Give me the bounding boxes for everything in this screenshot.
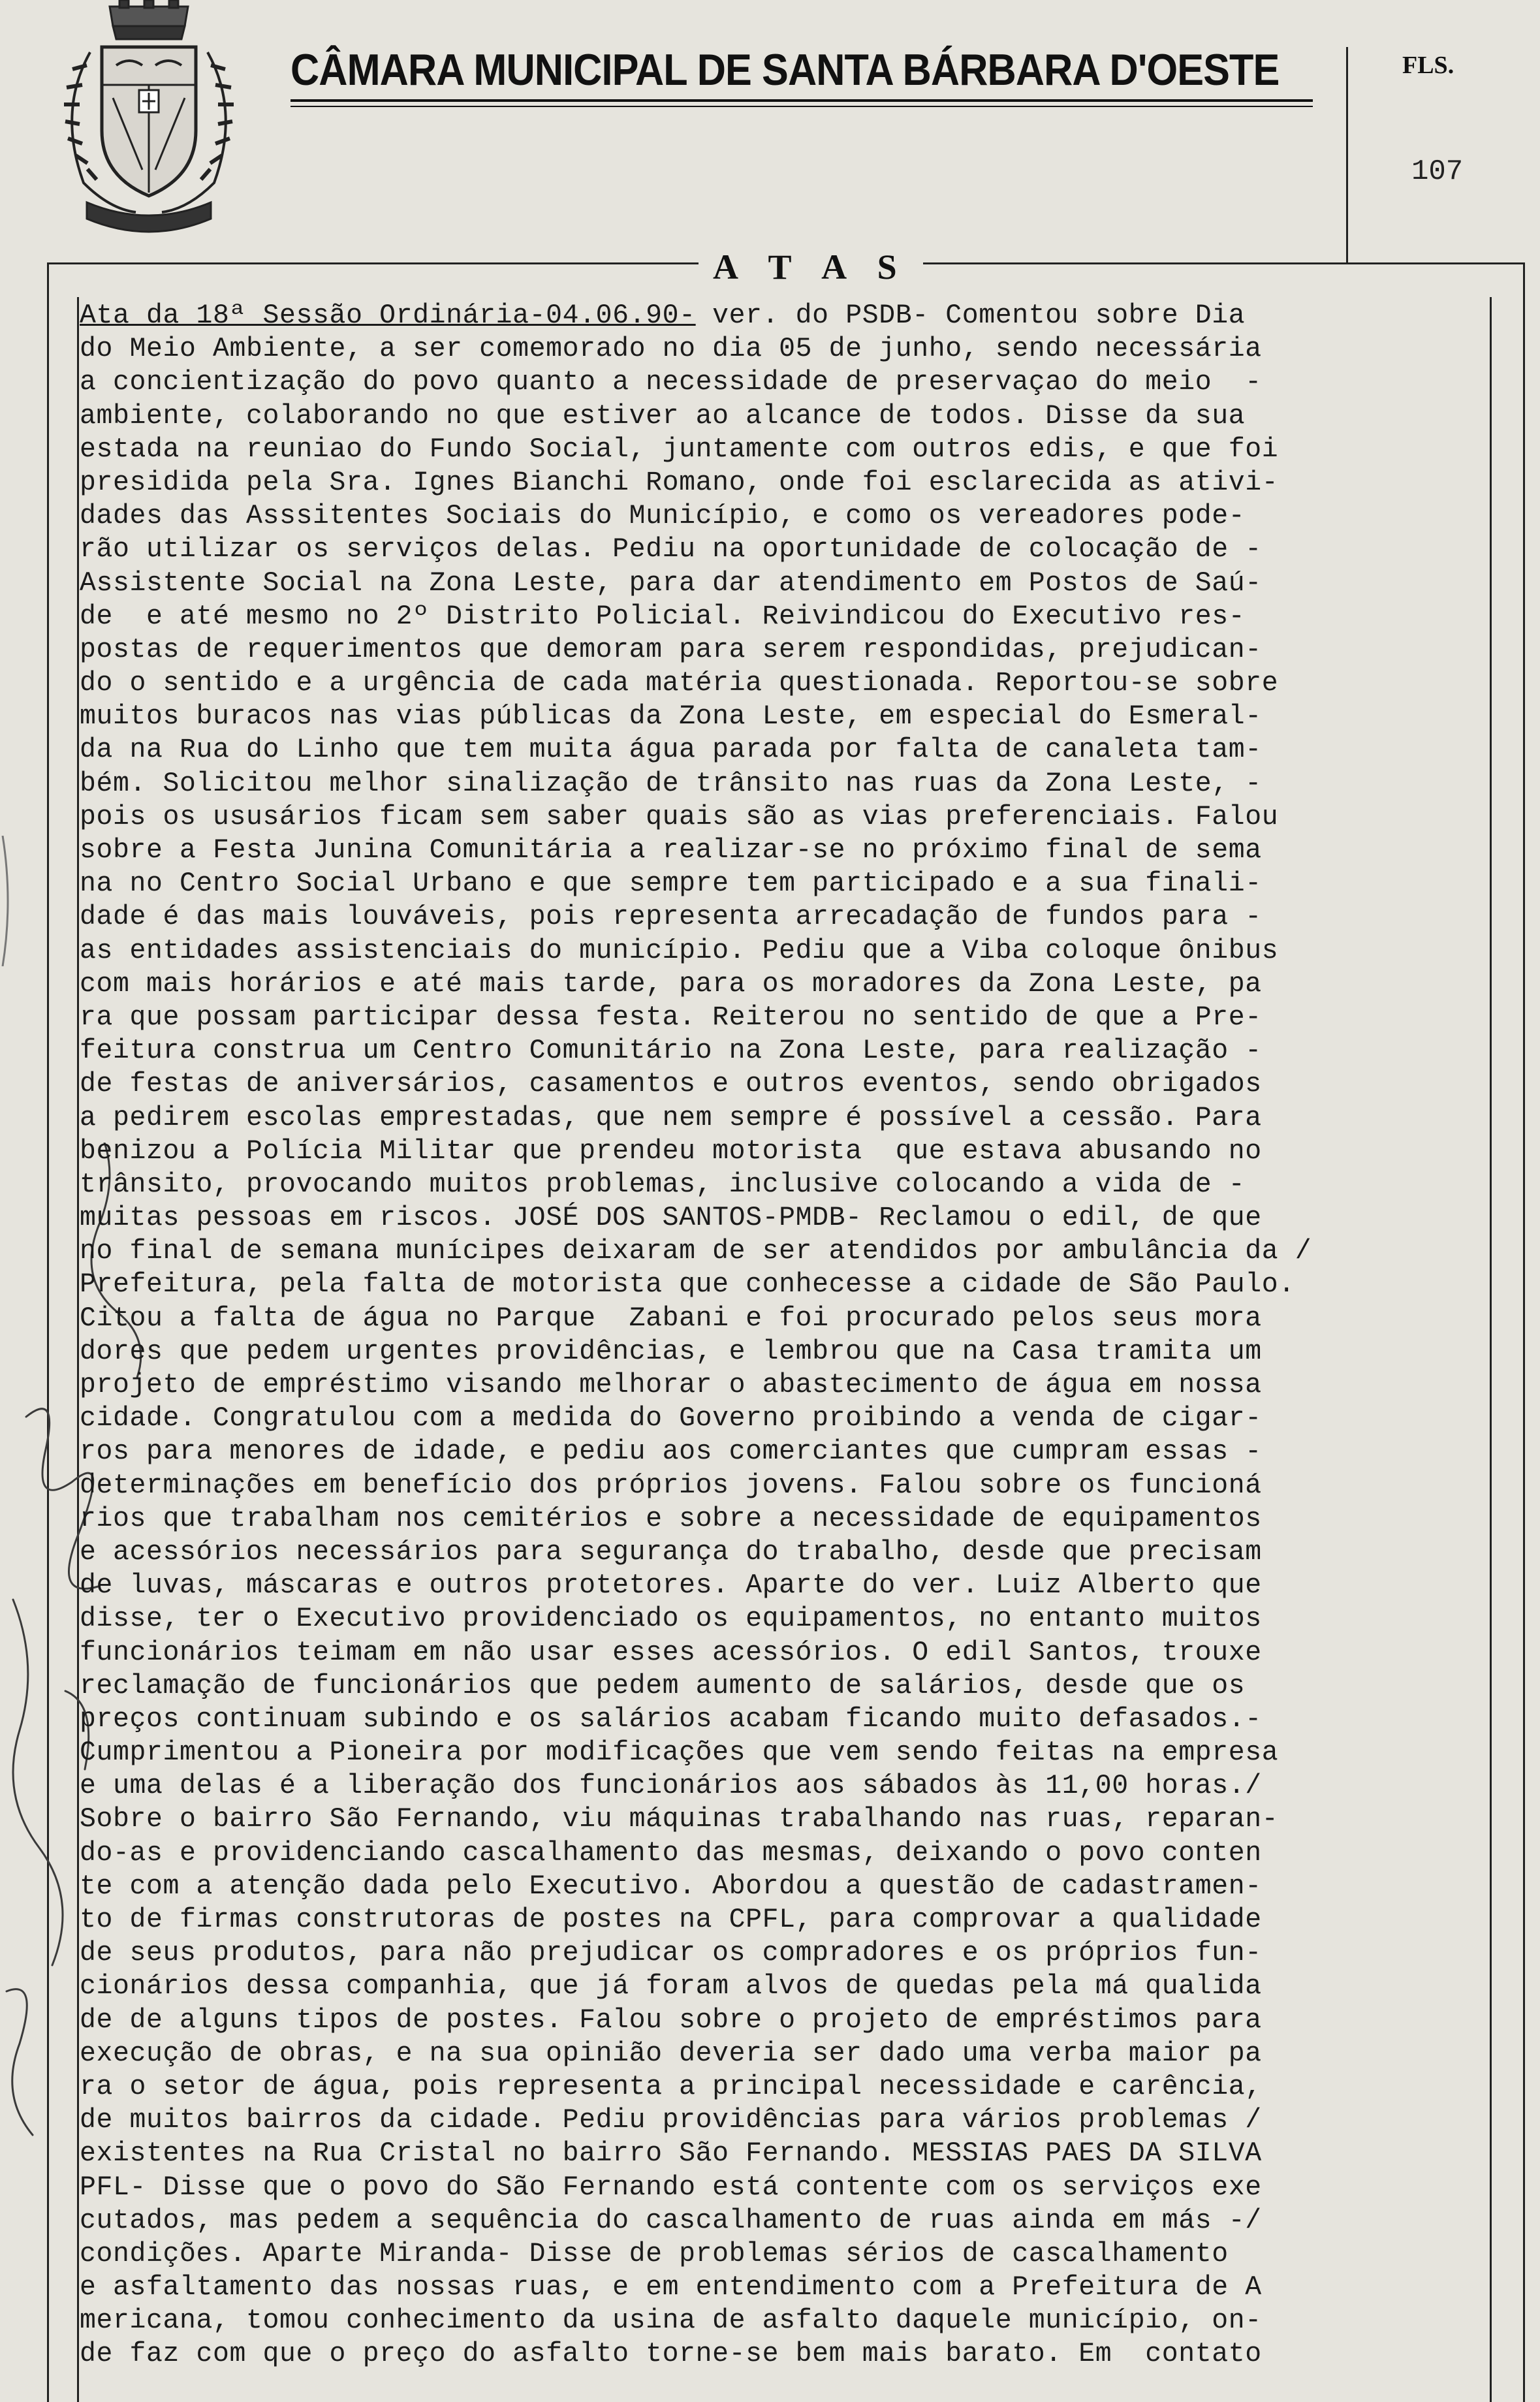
minutes-line: Cumprimentou a Pioneira por modificações que vem sendo feitas na empresa — [80, 1737, 1279, 1769]
minutes-line: rão utilizar os serviços delas. Pediu na oportunidade de colocação de - — [80, 534, 1262, 565]
minutes-line: bém. Solicitou melhor sinalização de trânsito nas ruas da Zona Leste, - — [80, 768, 1262, 799]
section-title: A T A S — [699, 247, 923, 287]
minutes-line: pois os ususários ficam sem saber quais são as vias preferenciais. Falou — [80, 801, 1279, 832]
minutes-line: as entidades assistenciais do município. Pediu que a Viba coloque ônibus — [80, 935, 1279, 966]
frame-right-border — [1523, 262, 1525, 2402]
minutes-line: ra que possam participar dessa festa. Reiterou no sentido de que a Pre- — [80, 1002, 1262, 1033]
minutes-line: presidida pela Sra. Ignes Bianchi Romano, onde foi esclarecida as ativi- — [80, 467, 1279, 498]
minutes-line: e acessórios necessários para segurança do trabalho, desde que precisam — [80, 1536, 1262, 1568]
minutes-line: de festas de aniversários, casamentos e outros eventos, sendo obrigados — [80, 1069, 1262, 1100]
minutes-line: ambiente, colaborando no que estiver ao alcance de todos. Disse da sua — [80, 400, 1246, 432]
minutes-line: dores que pedem urgentes providências, e lembrou que na Casa tramita um — [80, 1336, 1262, 1367]
header-rule — [291, 99, 1313, 102]
minutes-line: PFL- Disse que o povo do São Fernando está contente com os serviços exe — [80, 2172, 1262, 2203]
minutes-line: Assistente Social na Zona Leste, para dar atendimento em Postos de Saú- — [80, 567, 1262, 599]
minutes-line: sobre a Festa Junina Comunitária a realizar-se no próximo final de sema — [80, 835, 1262, 866]
minutes-line: de e até mesmo no 2º Distrito Policial. Reivindicou do Executivo res- — [80, 601, 1246, 632]
minutes-line: cionários dessa companhia, que já foram alvos de quedas pela má qualida — [80, 1971, 1262, 2002]
minutes-line: de luvas, máscaras e outros protetores. Aparte do ver. Luiz Alberto que — [80, 1570, 1262, 1602]
minutes-line: do-as e providenciando cascalhamento das mesmas, deixando o povo conten — [80, 1837, 1262, 1869]
minutes-line: de seus produtos, para não prejudicar os compradores e os próprios fun- — [80, 1938, 1262, 1969]
minutes-line: cidade. Congratulou com a medida do Governo proibindo a venda de cigar- — [80, 1403, 1262, 1434]
header-rule-thin — [291, 106, 1313, 107]
minutes-line: Prefeitura, pela falta de motorista que conhecesse a cidade de São Paulo. — [80, 1269, 1295, 1301]
minutes-line: no final de semana munícipes deixaram de ser atendidos por ambulância da / — [80, 1236, 1312, 1267]
minutes-line: benizou a Polícia Militar que prendeu motorista que estava abusando no — [80, 1135, 1262, 1167]
minutes-line: ros para menores de idade, e pediu aos comerciantes que cumpram essas - — [80, 1436, 1262, 1468]
minutes-line: Citou a falta de água no Parque Zabani e foi procurado pelos seus mora — [80, 1303, 1262, 1334]
folio-divider — [1346, 47, 1348, 262]
minutes-line: te com a atenção dada pelo Executivo. Abordou a questão de cadastramen- — [80, 1871, 1262, 1902]
minutes-line — [80, 299, 1522, 332]
minutes-line: condições. Aparte Miranda- Disse de problemas sérios de cascalhamento — [80, 2238, 1229, 2269]
minutes-line: a concientização do povo quanto a necessidade de preservaçao do meio - — [80, 367, 1262, 398]
minutes-line: to de firmas construtoras de postes na CPFL, para comprovar a qualidade — [80, 1904, 1262, 1935]
minutes-line: determinações em benefício dos próprios jovens. Falou sobre os funcioná — [80, 1470, 1262, 1501]
minutes-line: cutados, mas pedem a sequência do cascalhamento de ruas ainda em más -/ — [80, 2205, 1262, 2236]
folio-label: FLS. — [1402, 52, 1454, 79]
minutes-line: de faz com que o preço do asfalto torne-se bem mais barato. Em contato — [80, 2339, 1262, 2370]
minutes-line: preços continuam subindo e os salários acabam ficando muito defasados.- — [80, 1703, 1262, 1735]
minutes-line: funcionários teimam em não usar esses acessórios. O edil Santos, trouxe — [80, 1637, 1262, 1668]
minutes-line: execução de obras, e na sua opinião deveria ser dado uma verba maior pa — [80, 2038, 1262, 2069]
minutes-line: do Meio Ambiente, a ser comemorado no dia 05 de junho, sendo necessária — [80, 334, 1262, 365]
minutes-line: do o sentido e a urgência de cada matéria questionada. Reportou-se sobre — [80, 668, 1279, 699]
minutes-line: ra o setor de água, pois representa a principal necessidade e carência, — [80, 2071, 1262, 2102]
minutes-line: a pedirem escolas emprestadas, que nem sempre é possível a cessão. Para — [80, 1102, 1262, 1133]
minutes-line: com mais horários e até mais tarde, para os moradores da Zona Leste, pa — [80, 968, 1262, 1000]
minutes-line: de de alguns tipos de postes. Falou sobre o projeto de empréstimos para — [80, 2004, 1262, 2036]
minutes-line: da na Rua do Linho que tem muita água parada por falta de canaleta tam- — [80, 735, 1262, 766]
minutes-line: na no Centro Social Urbano e que sempre tem participado e a sua finali- — [80, 868, 1262, 900]
folio-number: 107 — [1411, 155, 1464, 188]
minutes-line: trânsito, provocando muitos problemas, inclusive colocando a vida de - — [80, 1169, 1246, 1200]
minutes-line: existentes na Rua Cristal no bairro São Fernando. MESSIAS PAES DA SILVA — [80, 2138, 1262, 2170]
minutes-line: muitos buracos nas vias públicas da Zona Leste, em especial do Esmeral- — [80, 701, 1262, 733]
minutes-line: feitura construa um Centro Comunitário na Zona Leste, para realização - — [80, 1035, 1262, 1067]
minutes-line: estada na reuniao do Fundo Social, juntamente com outros edis, e que foi — [80, 434, 1279, 465]
municipal-crest-icon — [51, 0, 247, 235]
minutes-line: dade é das mais louváveis, pois representa arrecadação de fundos para - — [80, 902, 1262, 933]
minutes-line: e asfaltamento das nossas ruas, e em entendimento com a Prefeitura de A — [80, 2272, 1262, 2303]
minutes-line: projeto de empréstimo visando melhorar o abastecimento de água em nossa — [80, 1370, 1262, 1400]
minutes-line: Sobre o bairro São Fernando, viu máquinas trabalhando nas ruas, reparan- — [80, 1804, 1279, 1835]
binding-mark — [0, 836, 17, 966]
minutes-line: mericana, tomou conhecimento da usina de asfalto daquele município, on- — [80, 2305, 1262, 2337]
chamber-title: CÂMARA MUNICIPAL DE SANTA BÁRBARA D'OESTE — [291, 45, 1280, 95]
session-heading: Ata da 18ª Sessão Ordinária-04.06.90- — [80, 300, 696, 331]
minutes-line: muitas pessoas em riscos. JOSÉ DOS SANTOS-PMDB- Reclamou o edil, de que — [80, 1203, 1262, 1234]
minutes-line: rios que trabalham nos cemitérios e sobre a necessidade de equipamentos — [80, 1503, 1262, 1534]
minutes-line: dades das Asssitentes Sociais do Município, e como os vereadores pode- — [80, 501, 1246, 532]
minutes-line: e uma delas é a liberação dos funcionários aos sábados às 11,00 horas./ — [80, 1771, 1262, 1802]
minutes-line: postas de requerimentos que demoram para serem respondidas, prejudican- — [80, 634, 1262, 665]
session-heading-rest: ver. do PSDB- Comentou sobre Dia — [695, 300, 1246, 331]
minutes-line: disse, ter o Executivo providenciado os equipamentos, no entanto muitos — [80, 1604, 1262, 1635]
minutes-text — [80, 299, 1522, 2371]
minutes-line: reclamação de funcionários que pedem aumento de salários, desde que os — [80, 1670, 1246, 1701]
minutes-line: de muitos bairros da cidade. Pediu providências para vários problemas / — [80, 2105, 1262, 2136]
